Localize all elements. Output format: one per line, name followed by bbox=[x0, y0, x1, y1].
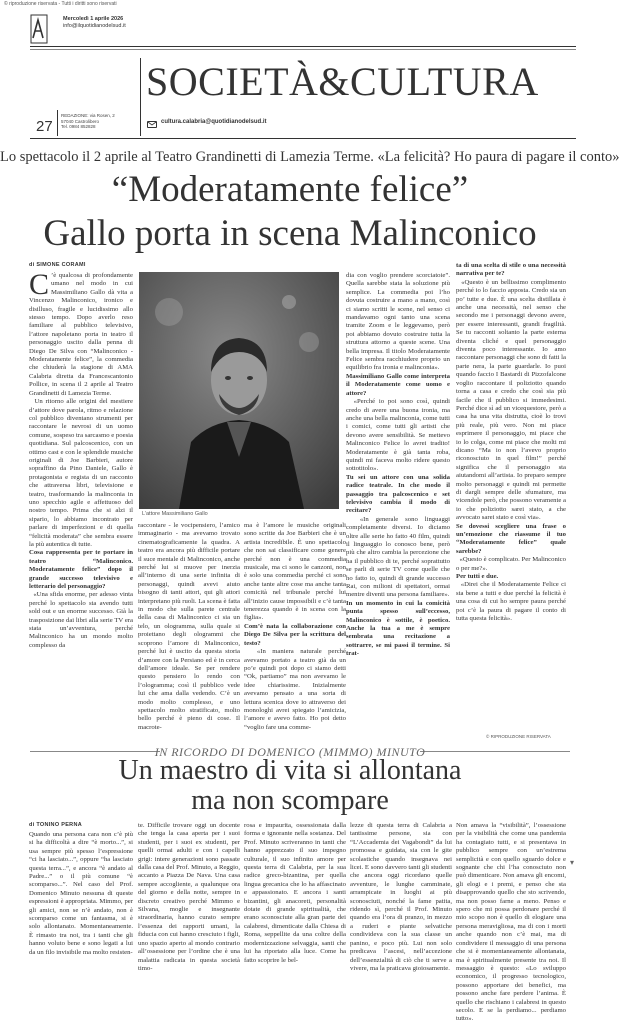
article-column-5: ta di una scelta di stile o una necessità narrativa per te? «Questo è un bellissimo complimento perché io lo faccio apposta. Credo sia un po’ tutte e due. È una scelta distillata è anche una necessità, nel senso che secondo me i personaggi devono avere, per essere interessanti, grandi fragilità. Se tu racconti soltanto la parte esterna diventa cliché e quel personaggio diventa poco interessante. Io amo raccontare personaggi che sono di fatti la parte nera, la parte guardarle. Io puoi quando faccio I Bastardi di Pizzofalcone voglio raccontare il poliziotto quando torna a casa e credo che così sia più facile che il pubblico si immedesimi. Perché dice sì ad un vicequestore, però a casa ha una vita distrutta, cioè lo trovi più reale, più vero. Non mi piace esprimere il personaggio, mi piace che io lo colga, come mi piace che molti mi dicano “Ma io non l’avevo proprio riconosciuto in quel film!” perché significa che il personaggio sta aiutandomi all’artista. Io preparo sempre molto personaggi e quindi mi permette di dargli sempre delle sfumature, ma vicendole però, che possono veramente a io che poliziotto sarei stato, a che avvocato sarei stato e così via». Se dovessi scegliere una frase o un’emozione che riassume il tuo “Moderatamente felice” quale sarebbe? «Questo è complicato. Per Malinconico o per me?». Per tutti e due. «Direi che il Moderatamente Felice ci sta bene a tutti e due perché la felicità è una cosa di cui ho sempre paura perché poi c’è la paura di pagare il conto di tutta questa felicità». bbox=[456, 262, 566, 623]
interview-question: In un momento in cui la comicità punta spesso sull’eccesso, Malinconico è sottile, è poetico. Anche la tua a me è sempre sembrata una recitazione a sottrarre, se mi passi il termine. Si trat- bbox=[346, 599, 450, 658]
interview-question: ta di una scelta di stile o una necessità narrativa per te? bbox=[456, 262, 566, 278]
masthead-date: Mercoledì 1 aprile 2026 bbox=[63, 16, 124, 22]
copyright-mark: © RIPRODUZIONE RISERVATA bbox=[486, 734, 551, 739]
article2-byline: di TONINO PERNA bbox=[29, 822, 82, 828]
article-column-4: dia con voglio prendere scorciatoie”. Quella sarebbe stata la soluzione più semplice. La commedia poi l’ho dovuta costruire a mano a mano, così ci siamo scritti le scene, nel senso ci mandavamo ogni tanto una scena tramite Zoom e le leggevamo, però poi abbiamo dovuto costruire tutta la struttura attorno a queste scene. Una bella impresa. Il titolo Moderatamente Felice sembra racchiudere proprio un equilibrio fra ironia e malinconia». Massimiliano Gallo come interpreta il Moderatamente come uomo e attore? «Perché io poi sono così, quindi credo di avere una buona ironia, ma anche una bella malinconia, come tutti i comici, come tutti gli artisti che devono avere sensibilità. Se mettevo Malinconico Felice lo avrei tradito! Moderatamente è già tanta roba, quindi mi faceva molto ridere questo sottotitolo». Tu sei un attore con una solida radice teatrale. In che modo il passaggio tra palcoscenico e set televisivo cambia il modo di recitare? «In generale sono linguaggi completamente diversi. Io diciamo oltre alle serie ho fatto 40 film, quindi il linguaggio lo conosco bene, però più che altro cambia la percezione che ha il pubblico di te, perché soprattutto se parli di serie TV come quelle che ho fatto io, quindi di grande successo Rai, con milioni di spettatori, ormai mentre diventi una persona familiare». In un momento in cui la comicità punta spesso sull’eccesso, Malinconico è sottile, è poetico. Anche la tua a me è sempre sembrata una recitazione a sottrarre, se mi passi il termine. Si trat- bbox=[346, 272, 450, 658]
article2-headline-line1: Un maestro di vita si allontana bbox=[118, 755, 462, 786]
newspaper-logo bbox=[30, 14, 48, 44]
interview-question: Tu sei un attore con una solida radice teatrale. In che modo il passaggio tra palcoscenico e set televisivo cambia il modo di recitare? bbox=[346, 473, 450, 515]
interview-question: Se dovessi scegliere una frase o un’emozione che riassume il tuo “Moderatamente felice” quale sarebbe? bbox=[456, 522, 566, 555]
article-kicker: Lo spettacolo il 2 aprile al Teatro Grandinetti di Lamezia Terme. «La felicità? Ho paura di pagare il conto» bbox=[0, 149, 619, 165]
actor-photo bbox=[139, 272, 339, 509]
interview-question: Cosa rappresenta per te portare in teatro “Malinconico. Moderatamente felice” dopo il grande successo televisivo e letterario del personaggio? bbox=[29, 549, 133, 591]
actor-photo-illustration bbox=[139, 272, 339, 509]
article-headline-line2: Gallo porta in scena Malinconico bbox=[43, 213, 537, 254]
envelope-icon bbox=[147, 121, 157, 128]
page-number: 27 bbox=[36, 118, 53, 135]
interview-question: Massimiliano Gallo come interpreta il Moderatamente come uomo e attore? bbox=[346, 372, 450, 397]
article-column-1: C ’è qualcosa di profondamente umano nel modo in cui Massimiliano Gallo dà vita a Vincenzo Malinconico, ironico e disilluso, fragile e lucidissimo allo stesso tempo. Dopo averlo reso familiare al pubblico televisivo, l’attore napoletano porta in teatro il personaggio uscito dalla penna di Diego De Silva con “Malinconico - Moderatamente felice”, la commedia che chiuderà la stagione di AMA Calabria diretta da Francescantonio Pollice, in scena il 2 aprile al Teatro Grandinetti di Lamezia Terme. Un ritorno alle origini del mestiere d’attore dove parola, ritmo e relazione col pubblico diventano strumenti per raccontare le nevrosi di un uomo comune, sospeso tra sarcasmo e poesia quotidiana. Sul palcoscenico, con un ottimo cast e con le splendide musiche originali di Joe Barbieri, autore sopraffino da Pino Daniele, Gallo è protagonista e regista di un racconto che attraversa libri, televisione e teatro, trasformando la malinconia in uno specchio agile e affettuoso del nostro tempo. Prima che si alzi il sipario, lo abbiamo incontrato per parlare di imperfezioni e di quella “felicità moderata” che sembra essere la più autentica di tutte. Cosa rappresenta per te portare in teatro “Malinconico. Moderatamente felice” dopo il grande successo televisivo e letterario del personaggio? «Una sfida enorme, per adesso vinta perché lo spettacolo sta avendo tutti sold out e un enorme successo. Già la trasposizione dai libri alla serie TV era stata un’avventura, perché Malinconico ha un mondo molto complesso da bbox=[29, 268, 134, 649]
article2-column-4: lezze di questa terra di Calabria a tantissime persone, sia con “L’Accademia dei Vagabondi” da lui promossa e guidata, sia con le gite scolastiche quando insegnava nei licei. E sono davvero tanti gli studenti che ancora oggi ricordano quelle avventure, le lunghe camminate, arrampicate in luoghi ai più sconosciuti, nonché la fame patita, ridendo sì, perché il Prof. Minuto quando era l’ora di pranzo, in mezzo a ruderi e piante selvatiche condivideva con la sua classe un panino, e poco più. Lui non solo predicava l’ascesi, nell’accezione dell’essenzialità di ciò che ti serve a vivere, ma la praticava gioiosamente. bbox=[350, 822, 452, 972]
article2-column-5: Non amava la “visibilità”, l’ossessione per la visibilità che come una pandemia ha contagiato tutti, e si presentava in pubblico sempre con un’estrema semplicità e con quello sguardo dolce e sognante che chi l’ha conosciuto non può dimenticare. Non amava gli encomi, gli elogi e i premi, e penso che sta disapprovando quello che sto scrivendo, ma non posso farne a meno. Penso e spero che mi possa perdonare perché il mio scopo non è quello di elogiare una persona meravigliosa, ma di con i morti anche quando non c’è mai, ma di condividere il messaggio di una persona che si è momentaneamente allontanata, ma è spiritualmente presente tra noi. Il messaggio è questo: «Lo sviluppo economico, il progresso tecnologico, possono apportare dei benefici, ma possono anche fare perdere l’anima. È quello che rischiano i calabresi in questo secolo. E se la perdiamo... perdiamo tutto». bbox=[456, 822, 566, 1023]
article-byline: di SIMONE CORAMI bbox=[29, 262, 86, 268]
page-divider bbox=[57, 110, 58, 136]
article-column-2: raccontare - le vocipensiero, l’amico immaginario - ma avevamo trovato cinematograficamente la quadra. A teatro era ancora più difficile portare il suce mentale di Malinconico, anche perché lui si muove per inerzia all’interno di una serie infinita di personaggi, quindi avevi aiuto bisogno di tanti attori, qui gli attori interpretano più ruoli. La scena è fatta in modo che sulla parete centrale della casa di Malinconico ci sia un telo, un ologramma, sulla quale si proiettano degli ologrammi che scoprono l’amore di Malinconico, perché lui è uscito da questa storia d’amore con la Persiano ed è in cerca dell’amore ideale. Se per rendere questo pensiero lo rendo con l’ologramma; così il pubblico vede lui che ama dalla vedendo. C’è un modo molto complesso, e uno spettacolo molto stratificato, molto bello perché è pieno di cose. Il macrote- bbox=[138, 522, 240, 731]
article2-column-1: Quando una persona cara non c’è più si ha difficoltà a dire “è morto...”, si usa sempre più spesso l’espressione “ci ha lasciato...”, oppure “ha lasciato questa terra...”, e ancora “è andato al Padre...” o il più comune “è scomparso...”. Nel caso del Prof. Domenico Minuto nessuna di queste espressioni è appropriata. Mimmo, per gli amici, non se n’è andato, non è scomparso come un fantasma, si è solo allontanato. Momentaneamente. È rimasto tra noi, tra i tanti che gli hanno voluto bene e sono legati a lui da un filo invisibile ma molto resisten- bbox=[29, 831, 133, 956]
copyright-note: © riproduzione riservata - Tutti i diritti sono riservati bbox=[4, 1, 117, 7]
article-headline-line1: “Moderatamente felice” bbox=[111, 169, 469, 210]
redazione-info: REDAZIONE: via Rosen, 2 57040 Castrolibero Tel. 0984 852828 bbox=[61, 113, 115, 130]
article2-column-2: te. Difficile trovare oggi un docente che tenga la casa aperta per i suoi studenti, per i suoi ex studenti, per quelli ormai adulti e con i capelli grigi: intere generazioni sono passate dalla casa del Prof. Minuto, a Reggio, accanto a Piazza De Nava. Una casa sempre accogliente, a qualunque ora del giorno e della notte, sempre in discreto creativo perché Mimmo e Silvana, moglie e insegnante straordinaria, hanno curato sempre l’essenza dei rapporti umani, la fiducia con cui hanno cresciuto i figli, uno spazio aperto al mondo contrario all’ossessione per l’ordine che è una malattia radicata in questa società timo- bbox=[138, 822, 240, 972]
masthead-rule-thin bbox=[30, 49, 576, 50]
section-email[interactable]: cultura.calabria@quotidianodelsud.it bbox=[161, 119, 267, 125]
section-title: SOCIETÀ&CULTURA bbox=[146, 59, 539, 104]
drop-cap: C bbox=[29, 268, 50, 301]
masthead-email[interactable]: info@ilquotidianodelsud.it bbox=[63, 23, 126, 29]
section-divider bbox=[140, 58, 141, 136]
photo-caption: L’attore Massimiliano Gallo bbox=[142, 511, 208, 517]
article2-headline-line2: ma non scompare bbox=[191, 785, 389, 816]
article2-kicker: IN RICORDO DI DOMENICO (MIMMO) MINUTO bbox=[154, 745, 426, 759]
interview-question: Per tutti e due. bbox=[456, 573, 499, 581]
interview-question: Com’è nata la collaborazione con Diego De Silva per la scrittura del testo? bbox=[244, 622, 346, 647]
article-column-3: ma è l’amore le musiche originali sono scritte da Joe Barbieri che è un artista incredibile. È uno spettacolo che non sai classificare come genere perché non è una commedia musicale, ma ci sono le canzoni, non è solo una commedia perché ci sono anche tante altre cose ma anche tanta comicità nel tribunale perché lui all’inizio cause impossibili e c’è tanta tenerezza quando è in scena con la figlia». Com’è nata la collaborazione con Diego De Silva per la scrittura del testo? «In maniera naturale perché avevamo portato a teatro già da un po’e quindi poi dopo ci siamo detti “Ok, partiamo” ma non avevamo le idee chiarissime. Inizialmente avevamo pensato a una sorta di lettura scenica dove io attraverso dei monologhi avrei spiegato l’amicizia, l’amore e avevo fatto. Ho poi detto “voglio fare una comme- bbox=[244, 522, 346, 731]
section-rule bbox=[30, 138, 576, 139]
chevron-down-icon[interactable]: ▾ bbox=[570, 858, 575, 867]
article2-column-3: rosa e impaurita, ossessionata dalla forma e ignorante nella sostanza. Del Prof. Minuto scriveranno in tanti che hanno apprezzato il suo impegno culturale, il suo infinito amore per questa terra di Calabria, per la sua radice greco-bizantina, per quella lingua grecanica che lo ha affascinato e appassionato. E ancora i santi bizantini, gli anacoreti, personalità dotate di grande spiritualità, che erano sconosciute alla gran parte dei calabresi, dimenticate dalla Chiesa di Roma, seppellite da una coltre della modernizzazione selvaggia, santi che lui ha riportato alla luce. Come ha fatto scoprire le bel- bbox=[244, 822, 346, 964]
masthead-rule bbox=[30, 46, 576, 47]
